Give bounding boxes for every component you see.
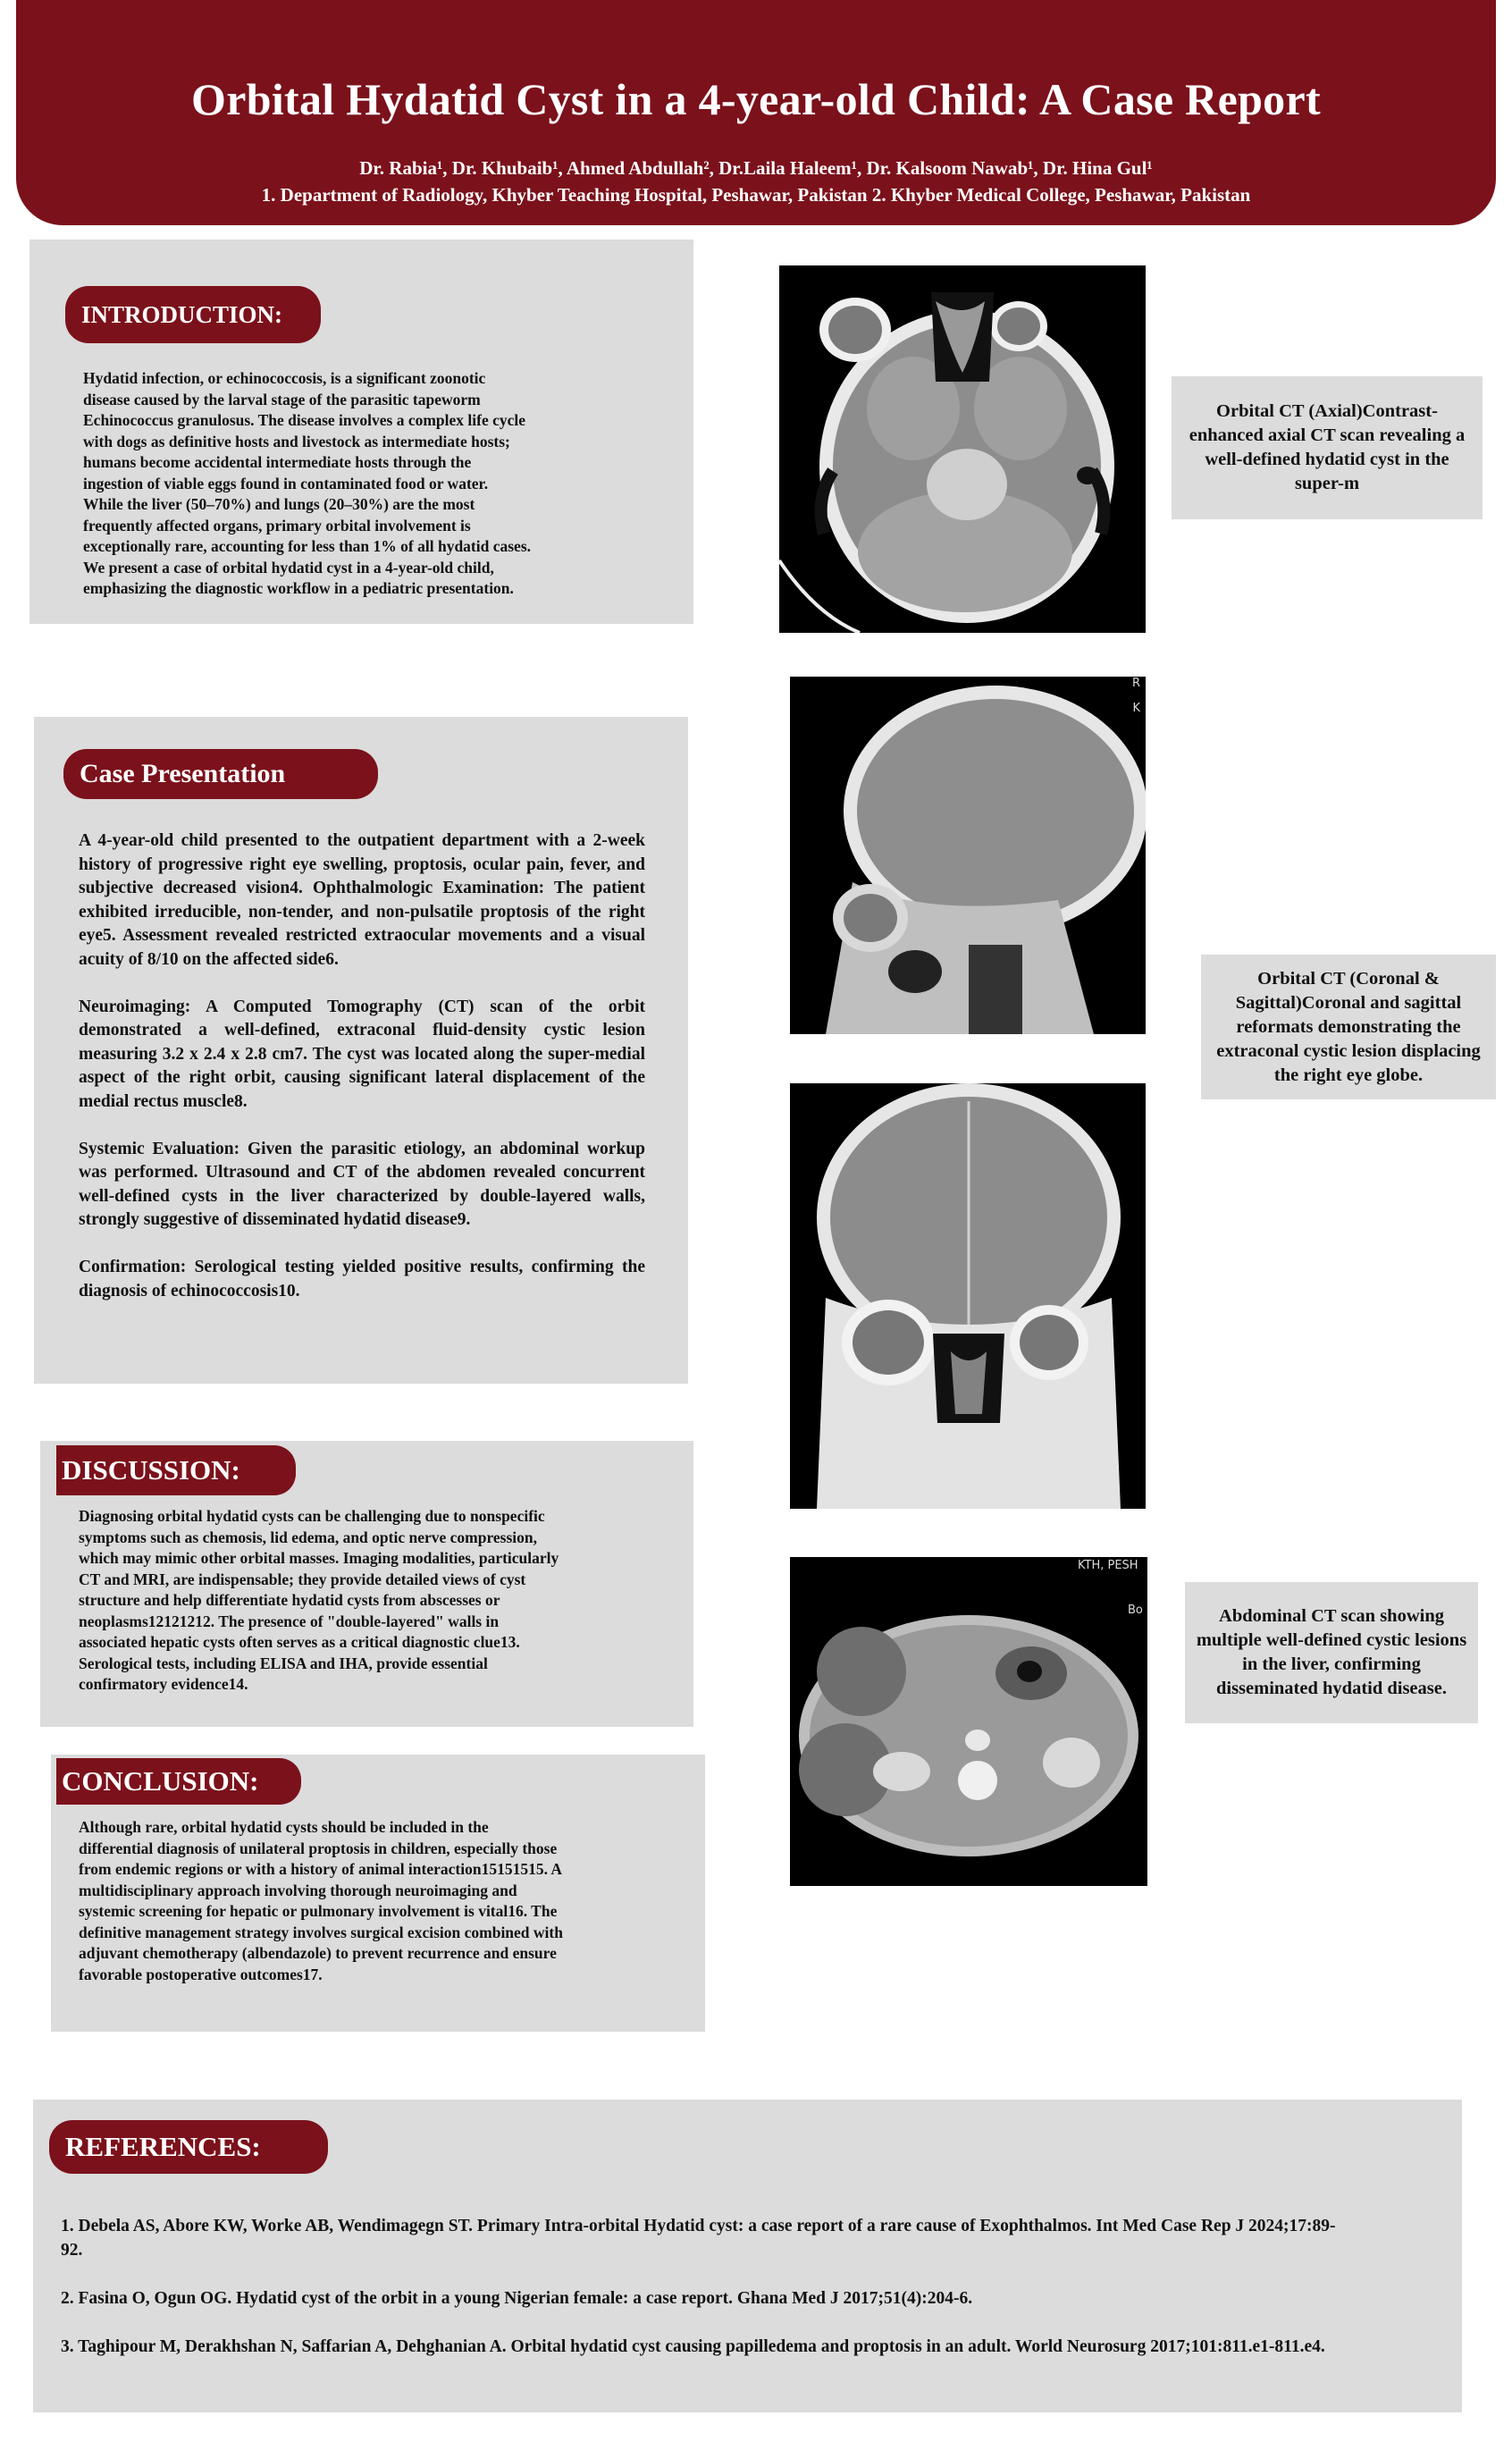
reference-item: 2. Fasina O, Ogun OG. Hydatid cyst of the orbit in a young Nigerian female: a case report. Ghana Med J 2017;51(4):204-6. — [61, 2289, 973, 2308]
abdominal-overlay-text-2: Bo — [1128, 1604, 1143, 1617]
case-paragraph-confirmation: Confirmation: Serological testing yielded positive results, confirming the diagnosis of echinococcosis10. — [79, 1258, 645, 1301]
conclusion-heading: CONCLUSION: — [56, 1758, 301, 1805]
introduction-text: Hydatid infection, or echinococcosis, is a significant zoonotic disease caused by the larval stage of the parasitic tapeworm Echinococcus granulosus. The disease involves a complex life cycle with dogs as definitive hosts and livestock as intermediate hosts; humans become accidental intermediate hosts through the ingestion of viable eggs found in contaminated food or water. While the liver (50–70%) and lungs (20–30%) are the most frequently affected organs, primary orbital involvement is exceptionally rare, accounting for less than 1% of all hydatid cases. We present a case of orbital hydatid cyst in a 4-year-old child, emphasizing the diagnostic workflow in a pediatric presentation. — [83, 369, 532, 597]
sagittal-ct-image — [790, 677, 1146, 1034]
poster-title: Orbital Hydatid Cyst in a 4-year-old Child: A Case Report — [191, 74, 1321, 124]
coronal-ct-caption: Orbital CT (Coronal & Sagittal)Coronal and sagittal reformats demonstrating the extraconal cystic lesion displacing the right eye globe. — [1201, 955, 1496, 1099]
case-presentation-text — [79, 829, 645, 1327]
conclusion-text: Although rare, orbital hydatid cysts should be included in the differential diagnosis of unilateral proptosis in children, especially those from endemic regions or with a history of animal interaction15151515. A multidisciplinary approach involving thorough neuroimaging and systemic screening for hepatic or pulmonary involvement is vital16. The definitive management strategy involves surgical excision combined with adjuvant chemotherapy (albendazole) to prevent recurrence and ensure favorable postoperative outcomes17. — [79, 1818, 563, 1983]
abdominal-overlay-text-1: KTH, PESH — [1078, 1559, 1138, 1572]
sagittal-overlay-text-1: R — [1131, 677, 1140, 690]
axial-ct-image — [779, 265, 1146, 633]
case-presentation-heading: Case Presentation — [63, 749, 378, 799]
references-heading: REFERENCES: — [49, 2120, 328, 2174]
case-paragraph-history: A 4-year-old child presented to the outpatient department with a 2-week history of progressive right eye swelling, proptosis, ocular pain, fever, and subjective decreased vision4. Ophthalmologic Examination: The patient exhibited irreducible, non-tender, and non-pulsatile proptosis of the right eye5. Assessment revealed restricted extraocular movements and a visual acuity of 8/10 on the affected side6. — [79, 831, 645, 969]
discussion-text: Diagnosing orbital hydatid cysts can be challenging due to nonspecific symptoms such as chemosis, lid edema, and optic nerve compression, which may mimic other orbital masses. Imaging modalities, particularly CT and MRI, are indispensable; they provide detailed views of cyst structure and help differentiate hydatid cysts from abscesses or neoplasms12121212. The presence of "double-layered" walls in associated hepatic cysts often serves as a critical diagnostic clue13. Serological tests, including ELISA and IHA, provide essential confirmatory evidence14. — [79, 1507, 559, 1693]
abdominal-ct-caption: Abdominal CT scan showing multiple well-defined cystic lesions in the liver, confirming disseminated hydatid disease. — [1185, 1582, 1478, 1723]
discussion-heading: DISCUSSION: — [56, 1445, 296, 1495]
poster-header — [16, 0, 1496, 225]
affiliations: 1. Department of Radiology, Khyber Teaching Hospital, Peshawar, Pakistan 2. Khyber Medical College, Peshawar, Pakistan — [261, 184, 1251, 206]
author-list: Dr. Rabia¹, Dr. Khubaib¹, Ahmed Abdullah², Dr.Laila Haleem¹, Dr. Kalsoom Nawab¹, Dr. Hina Gul¹ — [359, 157, 1153, 179]
coronal-ct-image — [790, 1083, 1146, 1509]
case-paragraph-neuroimaging: Neuroimaging: A Computed Tomography (CT) scan of the orbit demonstrated a well-defined, extraconal fluid-density cystic lesion measuring 3.2 x 2.4 x 2.8 cm7. The cyst was located along the super-medial aspect of the right orbit, causing significant lateral displacement of the medial rectus muscle8. — [79, 997, 645, 1111]
reference-item: 1. Debela AS, Abore KW, Worke AB, Wendimagegn ST. Primary Intra-orbital Hydatid cyst: a case report of a rare cause of Exophthalmos. Int Med Case Rep J 2024;17:89-92. — [61, 2217, 1336, 2260]
sagittal-overlay-text-2: K — [1132, 702, 1140, 715]
abdominal-ct-image — [790, 1557, 1147, 1886]
case-paragraph-systemic: Systemic Evaluation: Given the parasitic etiology, an abdominal workup was performed. Ultrasound and CT of the abdomen revealed concurrent well-defined cysts in the liver characterized by double-layered walls, strongly suggestive of disseminated hydatid disease9. — [79, 1139, 645, 1229]
axial-ct-caption: Orbital CT (Axial)Contrast-enhanced axial CT scan revealing a well-defined hydatid cyst in the super-m — [1172, 376, 1483, 519]
reference-item: 3. Taghipour M, Derakhshan N, Saffarian A, Dehghanian A. Orbital hydatid cyst causing papilledema and proptosis in an adult. World Neurosurg 2017;101:811.e1-811.e4. — [61, 2337, 1325, 2356]
introduction-heading: INTRODUCTION: — [65, 286, 321, 343]
references-list — [61, 2214, 1348, 2383]
